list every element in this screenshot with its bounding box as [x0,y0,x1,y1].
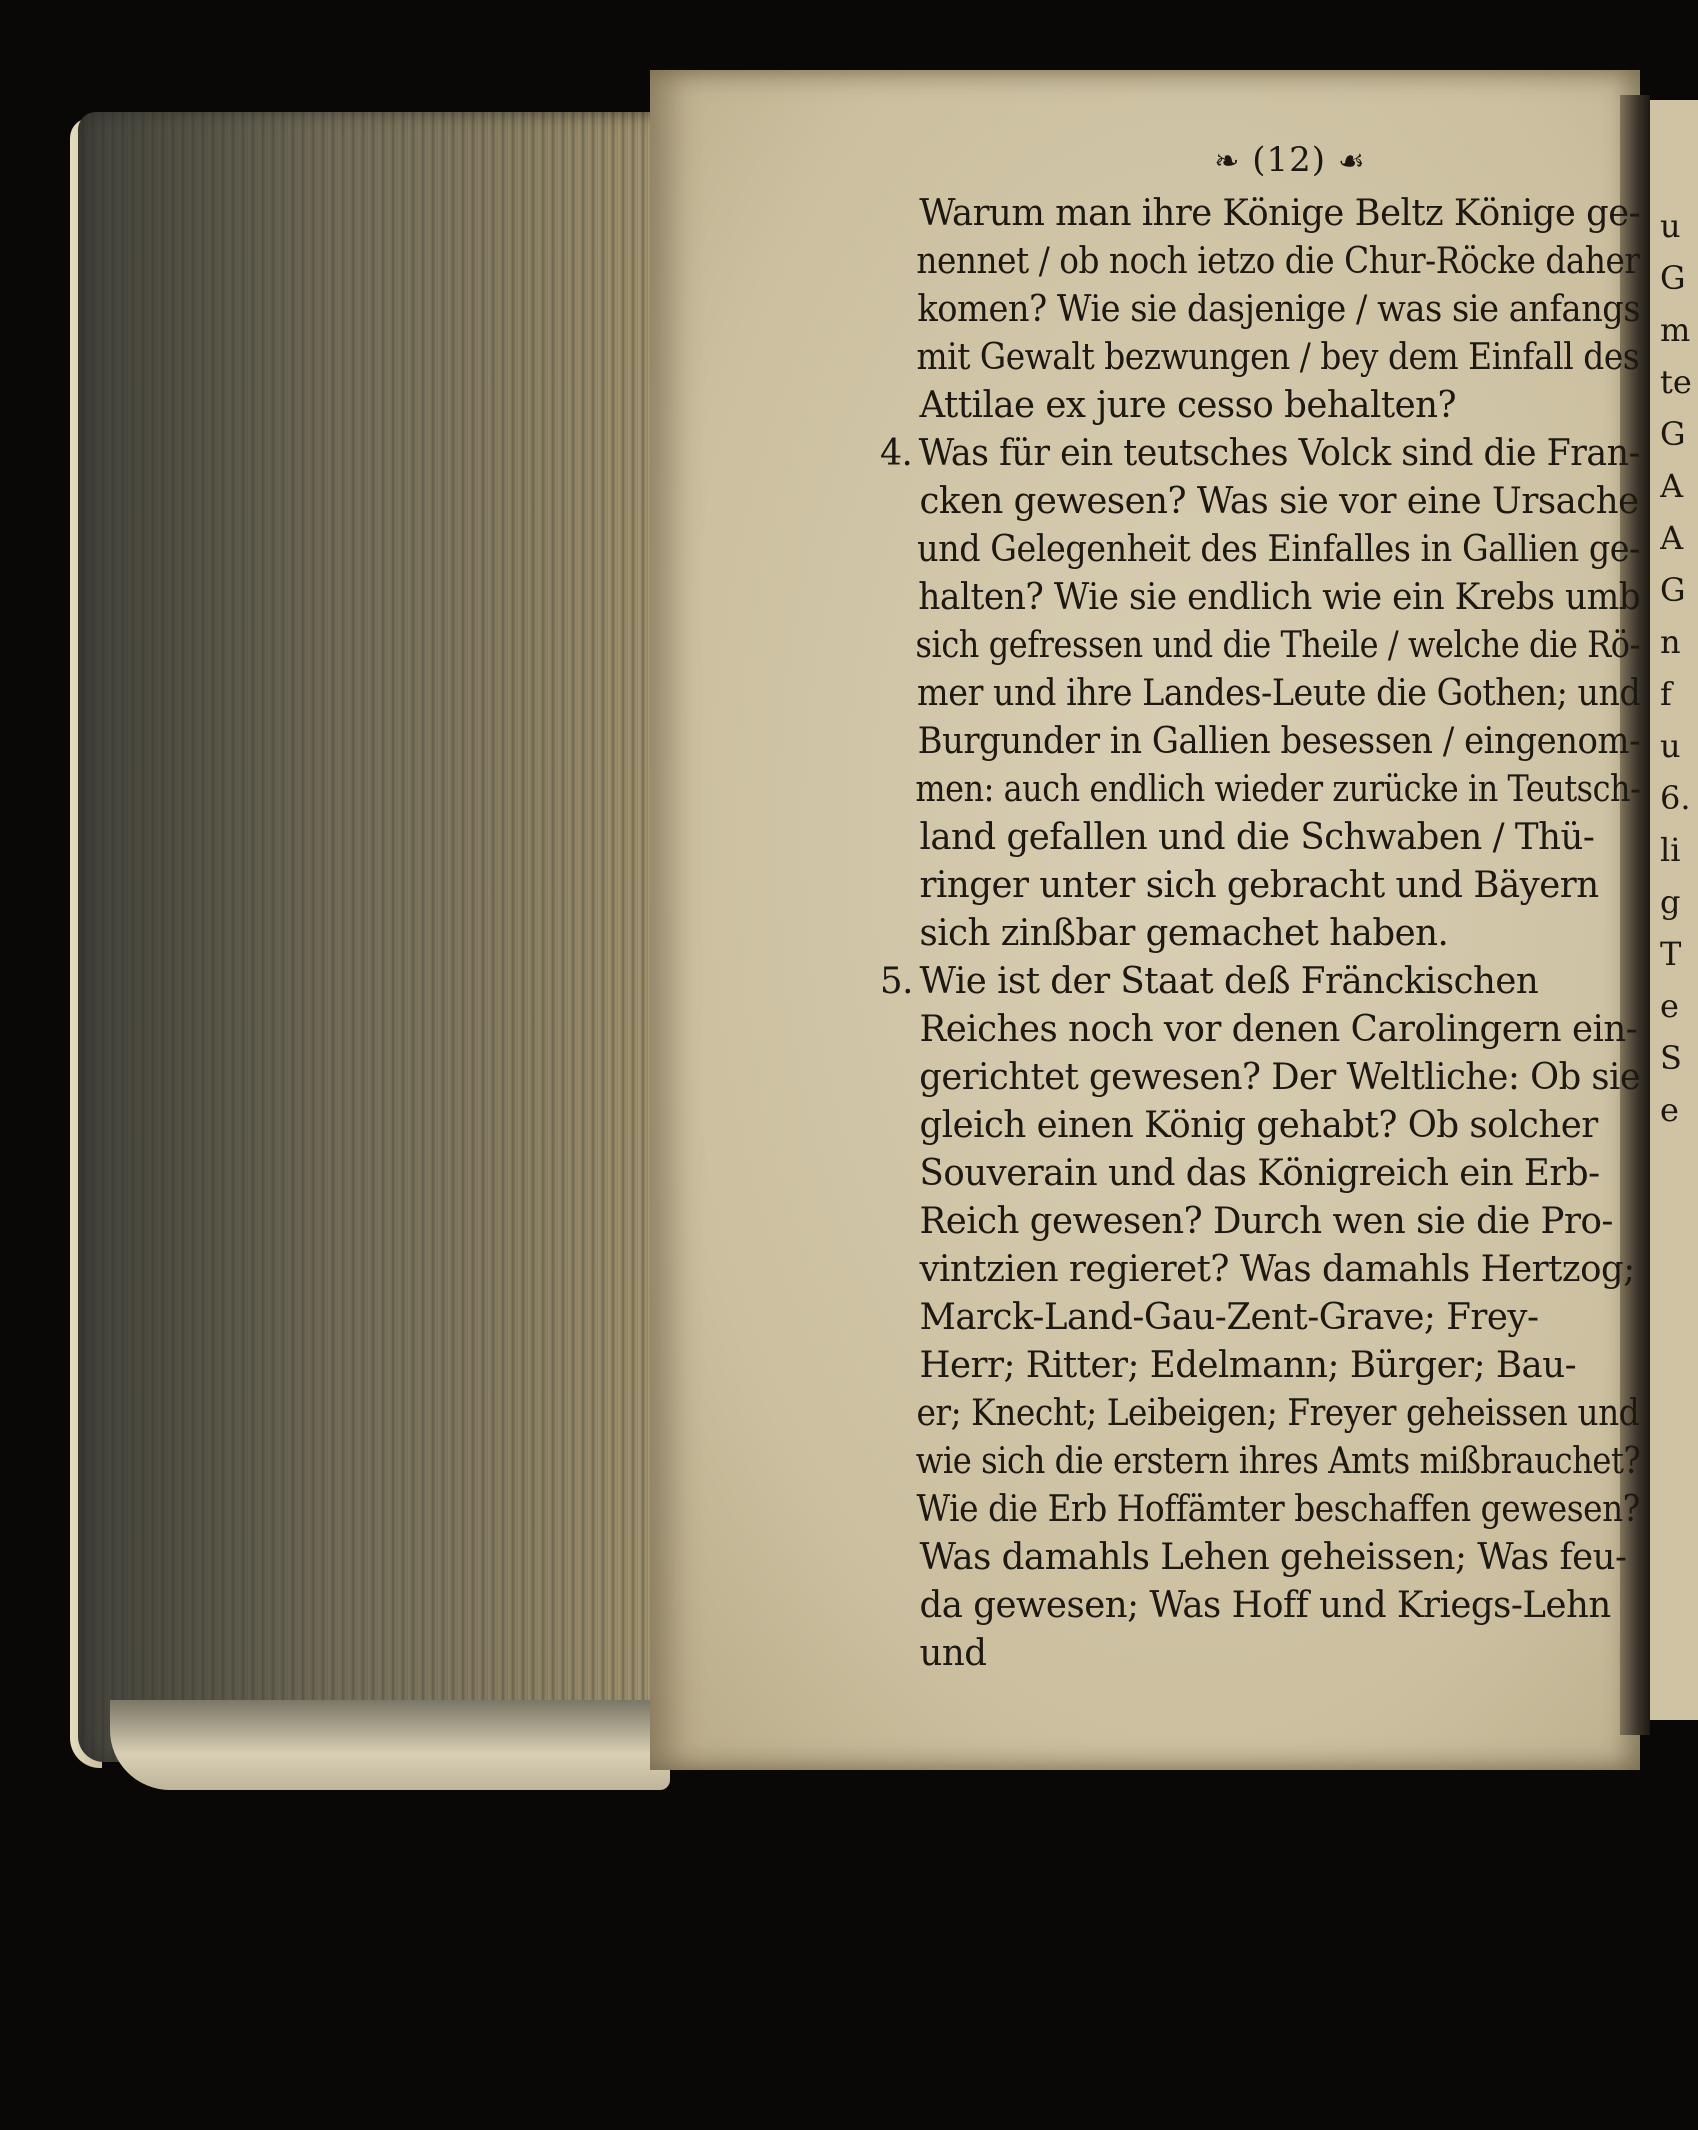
line-text: Attilae ex jure cesso behalten? [919,385,1457,426]
text-line [880,574,1641,622]
text-line [880,1246,1640,1294]
line-text: Herr; Ritter; Edelmann; Bürger; Bau- [919,1345,1577,1386]
line-text: Burgunder in Gallien besessen / eingenom- [917,721,1641,762]
line-text: cken gewesen? Was sie vor eine Ursache [919,481,1639,522]
line-text: mit Gewalt bezwungen / bey dem Einfall des [916,337,1640,378]
text-line [880,910,1640,958]
item-number: 4. [880,433,913,474]
text-line [880,1342,1640,1390]
fragment: G [1660,415,1686,453]
fragment: e [1660,1091,1679,1129]
fragment: u [1660,207,1681,245]
text-line [880,1390,1640,1438]
text-line [880,1150,1640,1198]
text-line [880,958,1640,1006]
line-text: gerichtet gewesen? Der Weltliche: Ob sie [919,1057,1641,1098]
text-line [880,1630,1640,1678]
line-text: Was damahls Lehen geheissen; Was feu- [919,1537,1627,1578]
fragment: u [1660,727,1681,765]
line-text: gleich einen König gehabt? Ob solcher [919,1105,1598,1146]
left-ornament-icon: ❧ [1214,144,1241,179]
text-line [880,670,1641,718]
line-text: und [919,1633,987,1674]
line-text: Was für ein teutsches Volck sind die Fran- [918,433,1640,474]
text-line [880,526,1640,574]
page-block-bottom-edge [110,1700,670,1790]
text-line [880,862,1640,910]
text-line [880,766,1641,814]
text-line [880,1294,1640,1342]
line-text: er; Knecht; Leibeigen; Freyer geheissen und [916,1393,1640,1434]
text-line [880,382,1640,430]
page-number: (12) [1252,140,1327,180]
line-text: Souverain und das Königreich ein Erb- [919,1153,1600,1194]
fragment: G [1660,571,1686,609]
facing-page-fragments [1660,200,1698,1136]
text-line [880,814,1640,862]
text-line [880,1486,1640,1534]
fragment: li [1660,831,1681,869]
line-text: Marck-Land-Gau-Zent-Grave; Frey- [919,1297,1539,1338]
item-number: 5. [880,961,913,1002]
text-line [880,478,1640,526]
line-text: vintzien regieret? Was damahls Hertzog; [919,1249,1635,1290]
text-line [880,1054,1641,1102]
text-line [880,286,1641,334]
line-text: und Gelegenheit des Einfalles in Gallien ge- [917,529,1640,570]
text-line [880,334,1640,382]
fragment: g [1660,883,1681,921]
text-line [880,238,1640,286]
line-text: land gefallen und die Schwaben / Thü- [919,817,1595,858]
text-line [880,430,1640,478]
text-line [880,1198,1640,1246]
line-text: Warum man ihre Könige Beltz Könige ge- [919,193,1641,234]
text-line [880,1102,1640,1150]
fragment: te [1660,363,1692,401]
text-line [880,1438,1641,1486]
line-text: sich zinßbar gemachet haben. [919,913,1449,954]
line-text: wie sich die erstern ihres Amts mißbrauchet? [915,1441,1641,1482]
line-text: Reiches noch vor denen Carolingern ein- [919,1009,1638,1050]
line-text: halten? Wie sie endlich wie ein Krebs umb [918,577,1641,618]
text-line [880,190,1641,238]
fragment: 6. [1660,779,1691,817]
fragment: T [1660,935,1682,973]
line-text: komen? Wie sie dasjenige / was sie anfangs [917,289,1641,330]
fragment: m [1660,311,1691,349]
page-header [880,140,1650,180]
fragment: G [1660,259,1686,297]
line-text: men: auch endlich wieder zurücke in Teutsch- [915,769,1641,810]
line-text: Wie die Erb Hoffämter beschaffen gewesen? [916,1489,1640,1530]
page-text [880,140,1650,1678]
text-line [880,718,1641,766]
line-text: Reich gewesen? Durch wen sie die Pro- [919,1201,1613,1242]
fragment: A [1660,519,1684,557]
closed-page-block [78,112,663,1762]
right-ornament-icon: ☙ [1337,144,1366,179]
line-text: mer und ihre Landes-Leute die Gothen; und [917,673,1641,714]
text-line [880,1006,1640,1054]
line-text: ringer unter sich gebracht und Bäyern [919,865,1599,906]
fragment: n [1660,623,1681,661]
fragment: f [1660,675,1672,713]
fragment: S [1660,1039,1682,1077]
line-text: Wie ist der Staat deß Fränckischen [919,961,1539,1002]
fragment: e [1660,987,1679,1025]
text-line [880,1582,1640,1630]
line-text: sich gefressen und die Theile / welche die Rö- [915,625,1640,666]
text-lines [880,190,1650,1678]
line-text: nennet / ob noch ietzo die Chur-Röcke daher [916,241,1640,282]
text-line [880,622,1640,670]
fragment: A [1660,467,1684,505]
text-line [880,1534,1640,1582]
line-text: da gewesen; Was Hoff und Kriegs-Lehn [919,1585,1611,1626]
